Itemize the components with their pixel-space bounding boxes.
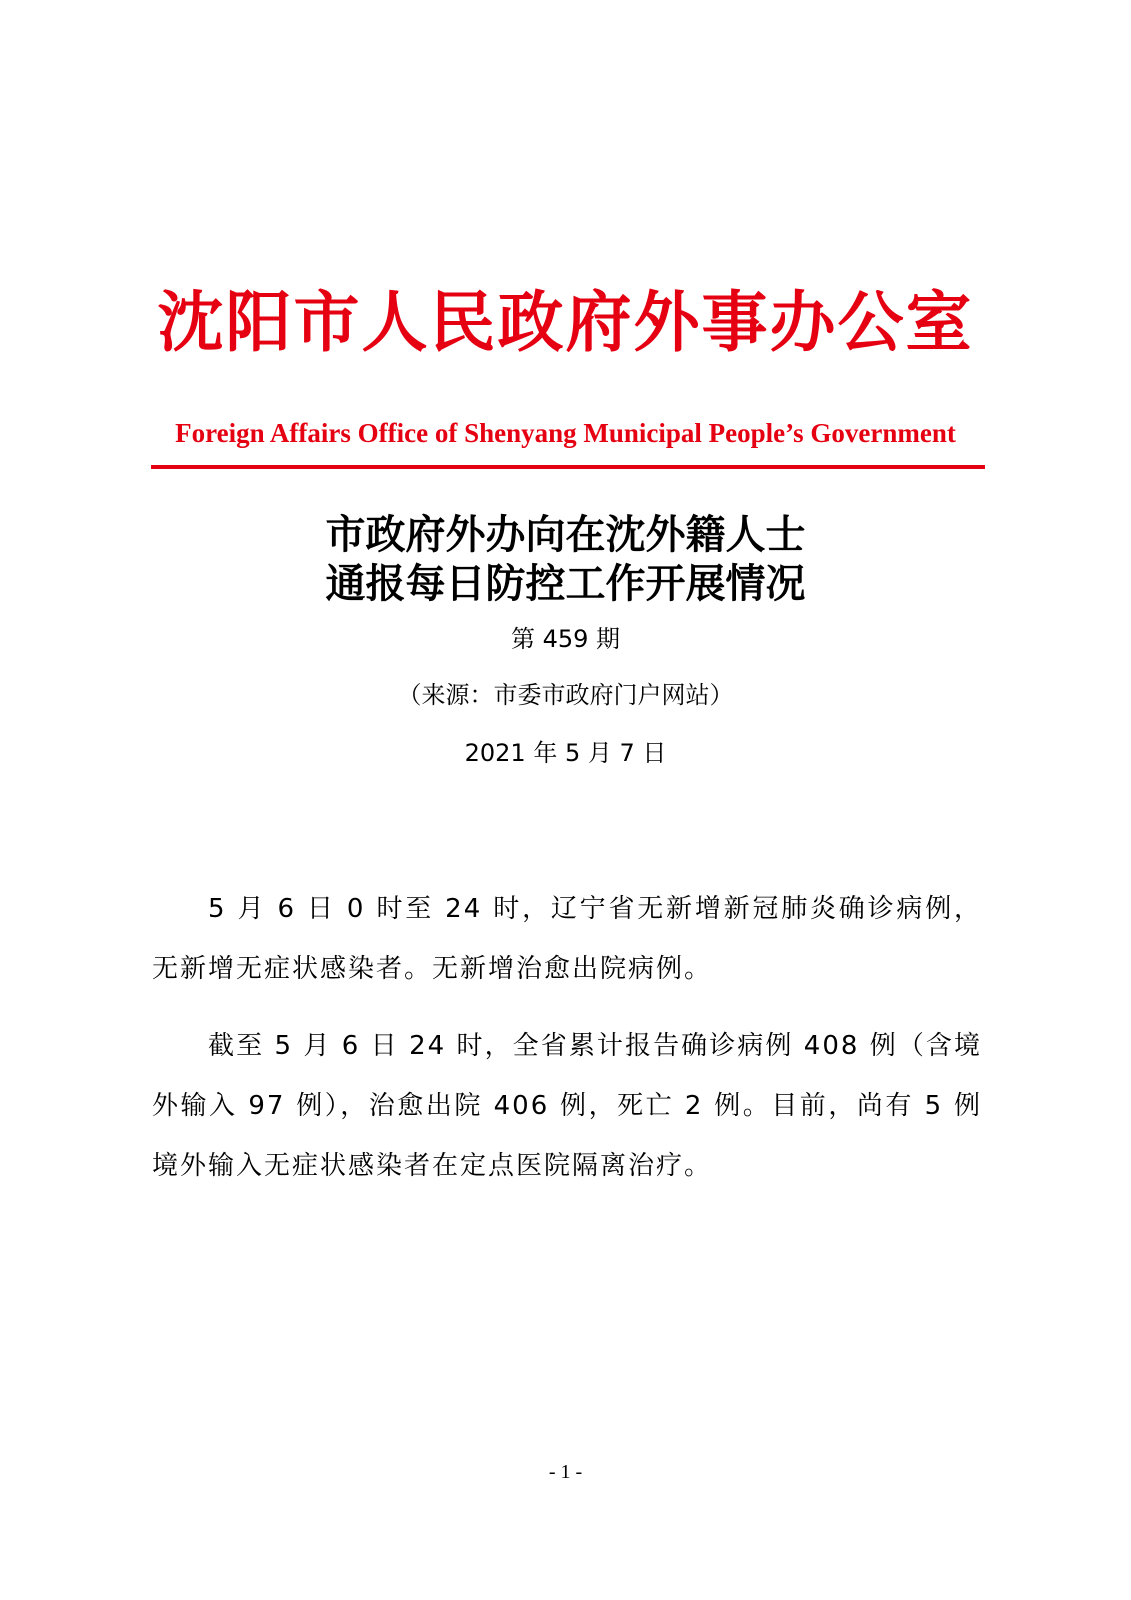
body-paragraph-1: 5 月 6 日 0 时至 24 时，辽宁省无新增新冠肺炎确诊病例，无新增无症状感染者。无新增治愈出院病例。	[152, 894, 982, 984]
publish-date: 2021 年 5 月 7 日	[464, 739, 667, 767]
document-title-line2: 通报每日防控工作开展情况	[325, 560, 806, 607]
org-name-en: Foreign Affairs Office of Shenyang Municipal People’s Government	[175, 418, 956, 448]
document-title-line1: 市政府外办向在沈外籍人士	[325, 511, 806, 558]
body-paragraph-2: 截至 5 月 6 日 24 时，全省累计报告确诊病例 408 例（含境外输入 97 例），治愈出院 406 例，死亡 2 例。目前，尚有 5 例境外输入无症状感染者在定点医院隔离治疗。	[152, 1031, 982, 1181]
org-name-cn: 沈阳市人民政府外事办公室	[157, 284, 974, 361]
source-note: （来源：市委市政府门户网站）	[397, 681, 734, 709]
header-divider	[151, 465, 985, 469]
issue-number: 第 459 期	[510, 625, 621, 653]
page-number: - 1 -	[548, 1461, 583, 1483]
